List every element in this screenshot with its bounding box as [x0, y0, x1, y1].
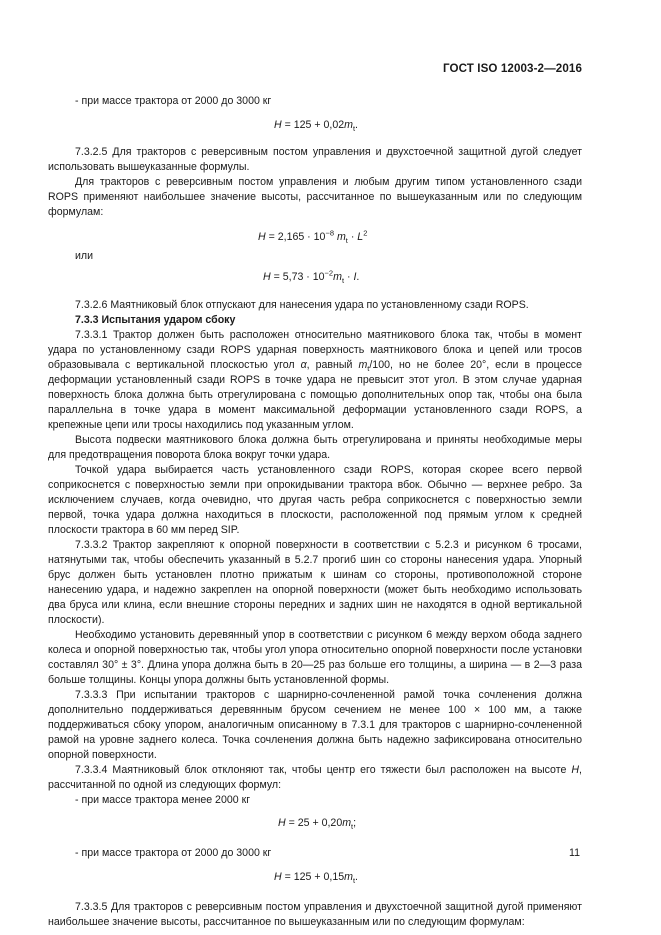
list-item-mass-2000-3000: - при массе трактора от 2000 до 3000 кг [75, 95, 272, 107]
paragraph-reverse-rops: Для тракторов с реверсивным постом управления и любым другим типом установленного сзади ROPS применяют наибольшее значение высоты, рассчитанное по вышеуказанным или по следующим формулам: [48, 176, 582, 218]
paragraph-impact-point: Точкой удара выбирается часть установленного сзади ROPS, которая скорее всего первой соприкоснется с поверхностью земли при опрокидывании трактора вбок. Обычно — верхнее ребро. За исключением случаев, когда очевидно, что другая часть ребра соприкоснется с поверхностью земли первой, точка удара должна находиться в плоскости, расположенной под прямым углом к средней плоскости трактора в 60 мм перед SIP. [48, 464, 582, 536]
formula-h-2165: $H = 2,165 \cdot 10^{-8}$ $m_t \cdot L^2$ [258, 228, 368, 246]
paragraph-7-3-3-5: 7.3.3.5 Для тракторов с реверсивным постом управления и двухстоечной защитной дугой применяют наибольшее значение высоты, рассчитанное по вышеуказанным или по следующим формулам: [48, 901, 582, 928]
section-heading-7-3-3: 7.3.3 Испытания ударом сбоку [75, 314, 236, 326]
paragraph-7-3-3-2: 7.3.3.2 Трактор закрепляют к опорной поверхности в соответствии с 5.2.3 и рисунком 6 тросами, натянутыми так, чтобы обеспечить указанный в 5.2.7 прогиб шин со стороны нанесения удара. Упорный брус должен быть установлен плотно прижатым к шинам со стороны, противоположной стороне нанесению удара, и надежно закреплен на опорной поверхности (может быть необходимо использовать два бруса или клина, если внешние стороны передних и задних шин не находятся в одной вертикальной плоскости). [48, 539, 582, 626]
paragraph-7-3-3-4: 7.3.3.4 Маятниковый блок отклоняют так, чтобы центр его тяжести был расположен на высоте H, рассчитанной по одной из следующих формул: [48, 764, 582, 791]
formula-h-125-015: $H = 125 + 0,15m_t$. [274, 871, 358, 886]
paragraph-pendulum-height: Высота подвески маятникового блока должна быть отрегулирована и приняты необходимые меры для предотвращения поворота блока вокруг точки удара. [48, 434, 582, 461]
paragraph-wooden-stop: Необходимо установить деревянный упор в соответствии с рисунком 6 между верхом обода заднего колеса и опорной поверхностью так, чтобы угол упора относительно опорной поверхности после установки составлял 30° ± 3°. Длина упора должна быть в 20—25 раз больше его толщины, а ширина — в 2—3 раза больше толщины. Концы упора должны быть установленной формы. [48, 629, 582, 686]
paragraph-7-3-2-5: 7.3.2.5 Для тракторов с реверсивным постом управления и двухстоечной защитной дугой следует использовать вышеуказанные формулы. [48, 146, 582, 173]
page-content [48, 86, 582, 930]
page-number: 11 [569, 847, 580, 859]
list-item-mass-2000-3000-b: - при массе трактора от 2000 до 3000 кг [75, 847, 272, 859]
list-item-mass-less-2000: - при массе трактора менее 2000 кг [75, 794, 251, 806]
or-text: или [75, 250, 94, 262]
paragraph-7-3-2-6: 7.3.2.6 Маятниковый блок отпускают для нанесения удара по установленному сзади ROPS. [75, 299, 529, 311]
alpha-symbol: α [300, 359, 307, 371]
paragraph-7-3-3-3: 7.3.3.3 При испытании тракторов с шарнирно-сочлененной рамой точка сочленения должна дополнительно поддерживаться деревянным брусом сечением не менее 100 × 100 мм, а также поддерживаться сбоку упором, аналогичным описанному в 7.3.1 для тракторов с шарнирно-сочлененной рамой на уровне заднего колеса. Точка сочленения должна быть надежно зафиксирована относительно опорной поверхности. [48, 689, 582, 761]
formula-h-125-002: $H = 125 + 0,02m_t$. [274, 119, 358, 134]
formula-h-573: $H = 5,73 \cdot 10^{-2}m_t \cdot I$. [263, 268, 360, 286]
standard-header: ГОСТ ISO 12003-2—2016 [442, 62, 582, 75]
formula-h-25-020: $H = 25 + 0,20m_t$; [278, 817, 357, 832]
paragraph-7-3-3-1: 7.3.3.1 Трактор должен быть расположен относительно маятникового блока так, чтобы в момент удара по установленному сзади ROPS ударная поверхность маятникового блока и цепей или тросов образовывала с вертикальной плоскостью угол α, равный $m_t/100$, но не более 20°, если в процессе деформации установленный сзади ROPS в точке удара не превысит этот угол. В этом случае ударная поверхность блока должна быть отрегулирована с помощью дополнительных опор так, чтобы она была параллельна в точке удара в момент максимальной деформации установленного сзади ROPS, а крепежные цепи или тросы находились под указанным углом. [48, 329, 582, 431]
